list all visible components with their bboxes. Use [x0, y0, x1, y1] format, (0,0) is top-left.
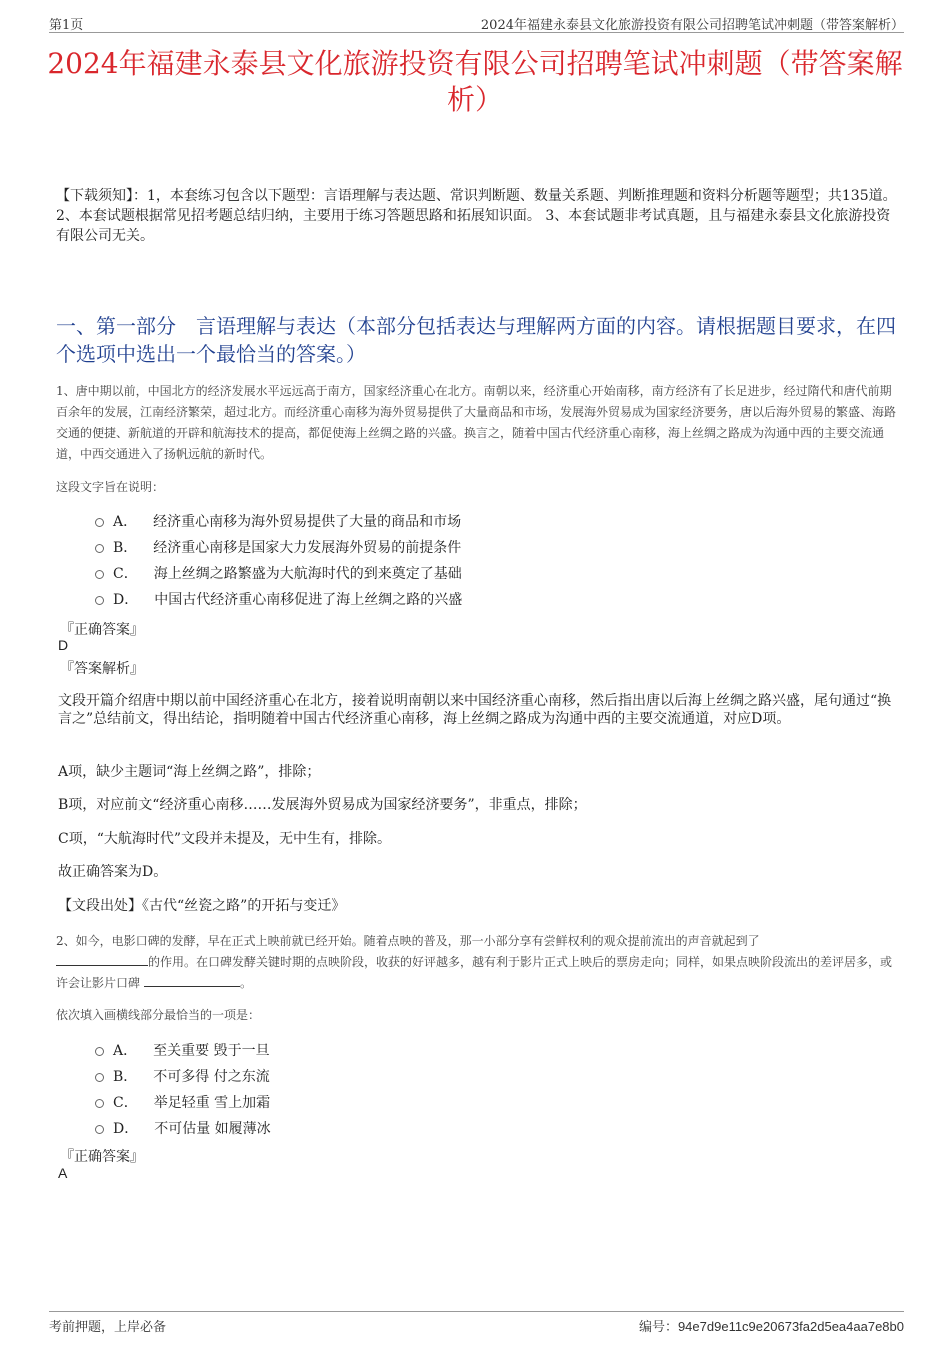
radio-icon[interactable] — [95, 1125, 104, 1134]
page-footer — [49, 1311, 904, 1342]
option-c[interactable]: C． 举足轻重 雪上加霜 — [95, 1089, 271, 1115]
radio-icon[interactable] — [95, 570, 104, 579]
correct-answer-value: D — [58, 637, 69, 653]
question-1-prompt: 这段文字旨在说明： — [56, 480, 165, 494]
option-a[interactable]: A． 经济重心南移为海外贸易提供了大量的商品和市场 — [95, 508, 462, 534]
page-number: 第1页 — [49, 18, 84, 33]
analysis-conclusion: 故正确答案为D。 — [58, 864, 168, 880]
blank-1 — [56, 955, 148, 966]
document-code: 编号：94e7d9e11c9e20673fa2d5ea4aa7e8b0 — [638, 1319, 904, 1335]
analysis-summary: 文段开篇介绍唐中期以前中国经济重心在北方，接着说明南朝以来中国经济重心南移，然后指出唐以后海上丝绸之路兴盛，尾句通过“换言之”总结前文，得出结论，指明随着中国古代经济重心南移，海上丝绸之路成为沟通中西的主要交流通道，对应D项。 — [58, 693, 892, 727]
radio-icon[interactable] — [95, 596, 104, 605]
section-heading: 一、第一部分 言语理解与表达（本部分包括表达与理解两方面的内容。请根据题目要求，在四个选项中选出一个最恰当的答案。） — [56, 314, 896, 366]
radio-icon[interactable] — [95, 1099, 104, 1108]
analysis-label: 『答案解析』 — [60, 661, 144, 677]
radio-icon[interactable] — [95, 1047, 104, 1056]
option-b[interactable]: B． 经济重心南移是国家大力发展海外贸易的前提条件 — [95, 534, 462, 560]
correct-answer-value: A — [58, 1165, 68, 1181]
question-2-prompt: 依次填入画横线部分最恰当的一项是： — [56, 1008, 261, 1022]
option-a[interactable]: A． 至关重要 毁于一旦 — [95, 1037, 271, 1063]
question-2-options — [95, 1037, 271, 1141]
radio-icon[interactable] — [95, 544, 104, 553]
footer-slogan: 考前押题，上岸必备 — [49, 1320, 167, 1335]
analysis-option-b: B项，对应前文“经济重心南移……发展海外贸易成为国家经济要务”，非重点，排除； — [58, 797, 587, 813]
question-1-options — [95, 508, 462, 612]
analysis-option-a: A项，缺少主题词“海上丝绸之路”，排除； — [58, 764, 321, 780]
radio-icon[interactable] — [95, 1073, 104, 1082]
correct-answer-label: 『正确答案』 — [60, 1149, 144, 1165]
option-d[interactable]: D． 不可估量 如履薄冰 — [95, 1115, 271, 1141]
radio-icon[interactable] — [95, 518, 104, 527]
question-2-text: 2、如今，电影口碑的发酵，早在正式上映前就已经开始。随着点映的普及，那一小部分享有尝鲜权利的观众提前流出的声音就起到了 的作用。在口碑发酵关键时期的点映阶段，收获的好评越多，越有利于影片正式上映后的票房走向；同样，如果点映阶段流出的差评居多，或许会让影片口碑 。 — [56, 934, 893, 990]
option-b[interactable]: B． 不可多得 付之东流 — [95, 1063, 271, 1089]
page-title: 2024年福建永泰县文化旅游投资有限公司招聘笔试冲刺题（带答案解析） — [47, 47, 903, 116]
question-1-text: 1、唐中期以前，中国北方的经济发展水平远远高于南方，国家经济重心在北方。南朝以来，经济重心开始南移，南方经济有了长足进步，经过隋代和唐代前期百余年的发展，江南经济繁荣，超过北方。而经济重心南移为海外贸易提供了大量商品和市场，发展海外贸易成为国家经济要务，唐以后海外贸易的繁盛、海路交通的便捷、新航道的开辟和航海技术的提高，都促使海上丝绸之路的兴盛。换言之，随着中国古代经济重心南移，海上丝绸之路成为沟通中西的主要交流通道，中西交通进入了扬帆远航的新时代。 — [56, 384, 897, 461]
download-notice: 【下载须知】：1，本套练习包含以下题型：言语理解与表达题、常识判断题、数量关系题、判断推理题和资料分析题等题型；共135道。 2、本套试题根据常见招考题总结归纳，主要用于练习答题思路和拓展知识面。 3、本套试题非考试真题，且与福建永泰县文化旅游投资有限公司无关。 — [56, 188, 897, 244]
analysis-source: 【文段出处】《古代“丝瓷之路”的开拓与变迁》 — [58, 898, 346, 914]
blank-2 — [144, 976, 240, 987]
analysis-option-c: C项，“大航海时代”文段并未提及，无中生有，排除。 — [58, 831, 392, 847]
page-header — [49, 14, 904, 33]
option-c[interactable]: C． 海上丝绸之路繁盛为大航海时代的到来奠定了基础 — [95, 560, 462, 586]
correct-answer-label: 『正确答案』 — [60, 622, 144, 638]
header-doc-title: 2024年福建永泰县文化旅游投资有限公司招聘笔试冲刺题（带答案解析） — [480, 18, 904, 33]
option-d[interactable]: D． 中国古代经济重心南移促进了海上丝绸之路的兴盛 — [95, 586, 462, 612]
